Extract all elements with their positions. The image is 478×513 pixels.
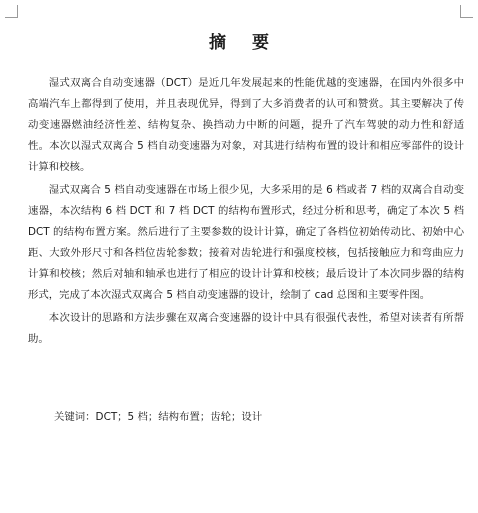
abstract-body — [28, 73, 464, 352]
keywords-line: 关键词：DCT；5 档；结构布置；齿轮；设计 — [54, 411, 263, 423]
abstract-paragraph-2: 湿式双离合 5 档自动变速器在市场上很少见，大多采用的是 6 档或者 7 档的双离合自动变速器，本次结构 6 档 DCT 和 7 档 DCT 的结构布置形式，经过分析和思考，确定了本次 5 档 DCT 的结构布置方案。然后进行了主要参数的设计计算，确定了各档位初始传动比、初始中心距、大致外形尺寸和各档位齿轮参数；接着对齿轮进行和强度校核，包括接触应力和弯曲应力计算和校核；然后对轴和轴承也进行了相应的设计计算和校核；最后设计了本次同步器的结构形式，完成了本次湿式双离合 5 档自动变速器的设计，绘制了 cad 总图和主要零件图。 — [28, 184, 464, 301]
page-corner-mark-top-right — [460, 5, 473, 18]
page-corner-mark-top-left — [5, 5, 18, 18]
abstract-paragraph-3: 本次设计的思路和方法步骤在双离合变速器的设计中具有很强代表性，希望对读者有所帮助。 — [28, 312, 464, 345]
page-title: 摘 要 — [209, 33, 279, 53]
abstract-paragraph-1: 湿式双离合自动变速器（DCT）是近几年发展起来的性能优越的变速器，在国内外很多中高端汽车上都得到了使用，并且表现优异，得到了大多消费者的认可和赞赏。其主要解决了传动变速器燃油经济性差、结构复杂、换挡动力中断的问题，提升了汽车驾驶的动力性和舒适性。本次以湿式双离合 5 档自动变速器为对象，对其进行结构布置的设计和相应零部件的设计计算和校核。 — [28, 77, 464, 173]
